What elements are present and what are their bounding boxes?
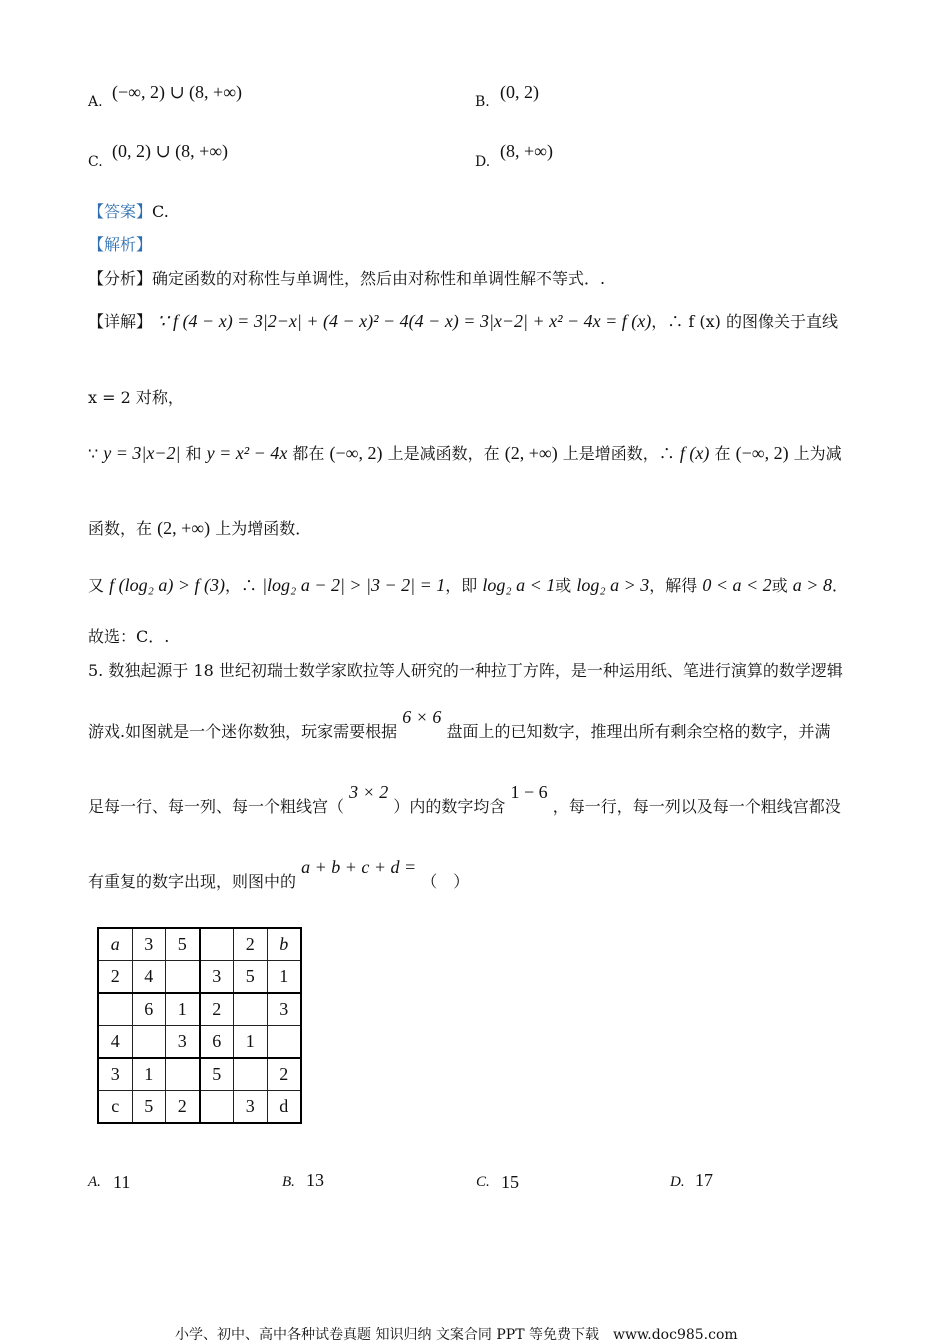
cell	[200, 928, 234, 961]
inequality-3: log₂ a < 1	[482, 575, 556, 595]
because-symbol: ∵	[88, 444, 99, 463]
text-zai-a: 都在	[292, 444, 325, 463]
detail-line-2: x = 2 对称，	[88, 388, 184, 407]
text-solve: ，解得	[649, 576, 698, 595]
text-hanshu: 函数，在	[88, 519, 153, 538]
page-footer: 小学、初中、高中各种试卷真题 知识归纳 文案合同 PPT 等免费下载 www.doc985.com	[175, 1327, 738, 1343]
q5-line-4	[88, 857, 470, 892]
cell: 1	[166, 993, 200, 1026]
cell: 2	[234, 928, 268, 961]
answer-line	[88, 199, 169, 222]
detail-line-3	[88, 441, 842, 464]
fenxi-line: 【分析】确定函数的对称性与单调性，然后由对称性和单调性解不等式．.	[88, 269, 606, 288]
q5-line-3a: 足每一行、每一列、每一个粗线宫（	[88, 797, 345, 816]
option-b-value: (0, 2)	[500, 82, 539, 102]
text-therefore: ，∴	[225, 576, 258, 595]
q5-option-a-value: 11	[113, 1172, 131, 1192]
detail-tag: 【详解】	[88, 312, 153, 331]
cell: c	[98, 1091, 132, 1124]
cell: 1	[132, 1058, 166, 1091]
cell: 6	[200, 1026, 234, 1059]
table-row	[98, 993, 301, 1026]
cell: 1	[234, 1026, 268, 1059]
function-1: y = 3|x−2|	[103, 443, 181, 463]
cell: 5	[166, 928, 200, 961]
text-decreasing: 上是减函数，在	[387, 444, 500, 463]
q5-box-size: 3 × 2	[349, 782, 389, 802]
text-end: ．	[831, 576, 848, 595]
cell: 2	[166, 1091, 200, 1124]
q5-digit-range: 1 − 6	[510, 782, 548, 802]
cell: 2	[98, 961, 132, 994]
text-zai: 在	[714, 444, 731, 463]
q5-grid-size: 6 × 6	[402, 707, 442, 727]
text-you: 又	[88, 576, 105, 595]
option-a-label: A.	[88, 94, 103, 110]
cell	[234, 993, 268, 1026]
cell: 2	[267, 1058, 301, 1091]
inequality-2: |log₂ a − 2| > |3 − 2| = 1	[262, 575, 446, 595]
cell: 5	[132, 1091, 166, 1124]
q5-option-a-label: A.	[88, 1174, 101, 1190]
text-increasing: 上是增函数，∴	[562, 444, 675, 463]
table-row	[98, 961, 301, 994]
cell	[132, 1026, 166, 1059]
cell: d	[267, 1091, 301, 1124]
text-ji: ，即	[445, 576, 478, 595]
text-increasing-fn: 上为增函数．	[215, 519, 312, 538]
interval-3: (−∞, 2)	[735, 443, 789, 463]
q5-line-1: 5. 数独起源于 18 世纪初瑞士数学家欧拉等人研究的一种拉丁方阵，是一种运用纸、笔进行演算的数学逻辑	[88, 661, 843, 680]
text-or-1: 或	[555, 576, 572, 595]
q5-line-2a: 游戏.如图就是一个迷你数独，玩家需要根据	[88, 722, 398, 741]
function-2: y = x² − 4x	[206, 443, 288, 463]
detail-line-5	[88, 573, 848, 596]
detail-conclusion: ，∴ f (x) 的图像关于直线	[651, 312, 838, 331]
inequality-5: 0 < a < 2	[702, 575, 772, 595]
table-row	[98, 1026, 301, 1059]
text-he: 和	[185, 444, 202, 463]
option-c-label: C.	[88, 154, 103, 170]
q5-line-2b: 盘面上的已知数字，推理出所有剩余空格的数字，并满	[446, 722, 831, 741]
text-or-2: 或	[771, 576, 788, 595]
cell	[200, 1091, 234, 1124]
table-row	[98, 1091, 301, 1124]
sudoku-grid	[97, 927, 302, 1124]
cell: a	[98, 928, 132, 961]
detail-equation: ∵ f (4 − x) = 3|2−x| + (4 − x)² − 4(4 − x) = 3|x−2| + x² − 4x = f (x)	[157, 311, 652, 331]
cell: 4	[132, 961, 166, 994]
q5-line-3b: ）内的数字均含	[393, 797, 506, 816]
text-tail: 上为减	[793, 444, 842, 463]
cell: 3	[200, 961, 234, 994]
option-c-value: (0, 2) ∪ (8, +∞)	[112, 141, 229, 161]
q5-option-b-value: 13	[306, 1170, 324, 1190]
q5-option-c-value: 15	[501, 1172, 519, 1192]
answer-tag: 【答案】	[88, 202, 153, 221]
choice-line: 故选：C．.	[88, 627, 170, 646]
q5-sum-expression: a + b + c + d =	[301, 857, 417, 877]
cell: b	[267, 928, 301, 961]
q5-line-4a: 有重复的数字出现，则图中的	[88, 872, 297, 891]
cell	[234, 1058, 268, 1091]
cell: 4	[98, 1026, 132, 1059]
interval-1: (−∞, 2)	[329, 443, 383, 463]
q5-line-3c: ，每一行，每一列以及每一个粗线宫都没	[552, 797, 841, 816]
q5-option-d-label: D.	[670, 1174, 685, 1190]
analysis-tag: 【解析】	[88, 235, 153, 254]
cell	[166, 1058, 200, 1091]
function-fx: f (x)	[679, 443, 710, 463]
cell	[98, 993, 132, 1026]
table-row	[98, 1058, 301, 1091]
inequality-1: f (log₂ a) > f (3)	[109, 575, 225, 595]
cell: 1	[267, 961, 301, 994]
detail-line-1	[88, 309, 838, 332]
table-row	[98, 928, 301, 961]
cell: 3	[166, 1026, 200, 1059]
q5-option-c-label: C.	[476, 1174, 490, 1190]
inequality-6: a > 8	[792, 575, 832, 595]
interval-4: (2, +∞)	[157, 518, 211, 538]
option-d-label: D.	[475, 154, 491, 170]
cell: 3	[98, 1058, 132, 1091]
q5-blank: （ ）	[421, 872, 470, 891]
cell: 3	[132, 928, 166, 961]
option-b-label: B.	[475, 94, 490, 110]
cell: 3	[267, 993, 301, 1026]
answer-value: C.	[152, 202, 169, 221]
q5-option-d-value: 17	[695, 1170, 713, 1190]
interval-2: (2, +∞)	[504, 443, 558, 463]
cell: 2	[200, 993, 234, 1026]
q5-line-2	[88, 707, 831, 742]
cell: 6	[132, 993, 166, 1026]
cell	[267, 1026, 301, 1059]
cell: 3	[234, 1091, 268, 1124]
cell: 5	[200, 1058, 234, 1091]
detail-line-4	[88, 516, 311, 539]
option-d-value: (8, +∞)	[500, 141, 553, 161]
q5-line-3	[88, 782, 841, 817]
q5-option-b-label: B.	[282, 1174, 295, 1190]
option-a-value: (−∞, 2) ∪ (8, +∞)	[112, 82, 243, 102]
cell	[166, 961, 200, 994]
cell: 5	[234, 961, 268, 994]
inequality-4: log₂ a > 3	[576, 575, 650, 595]
